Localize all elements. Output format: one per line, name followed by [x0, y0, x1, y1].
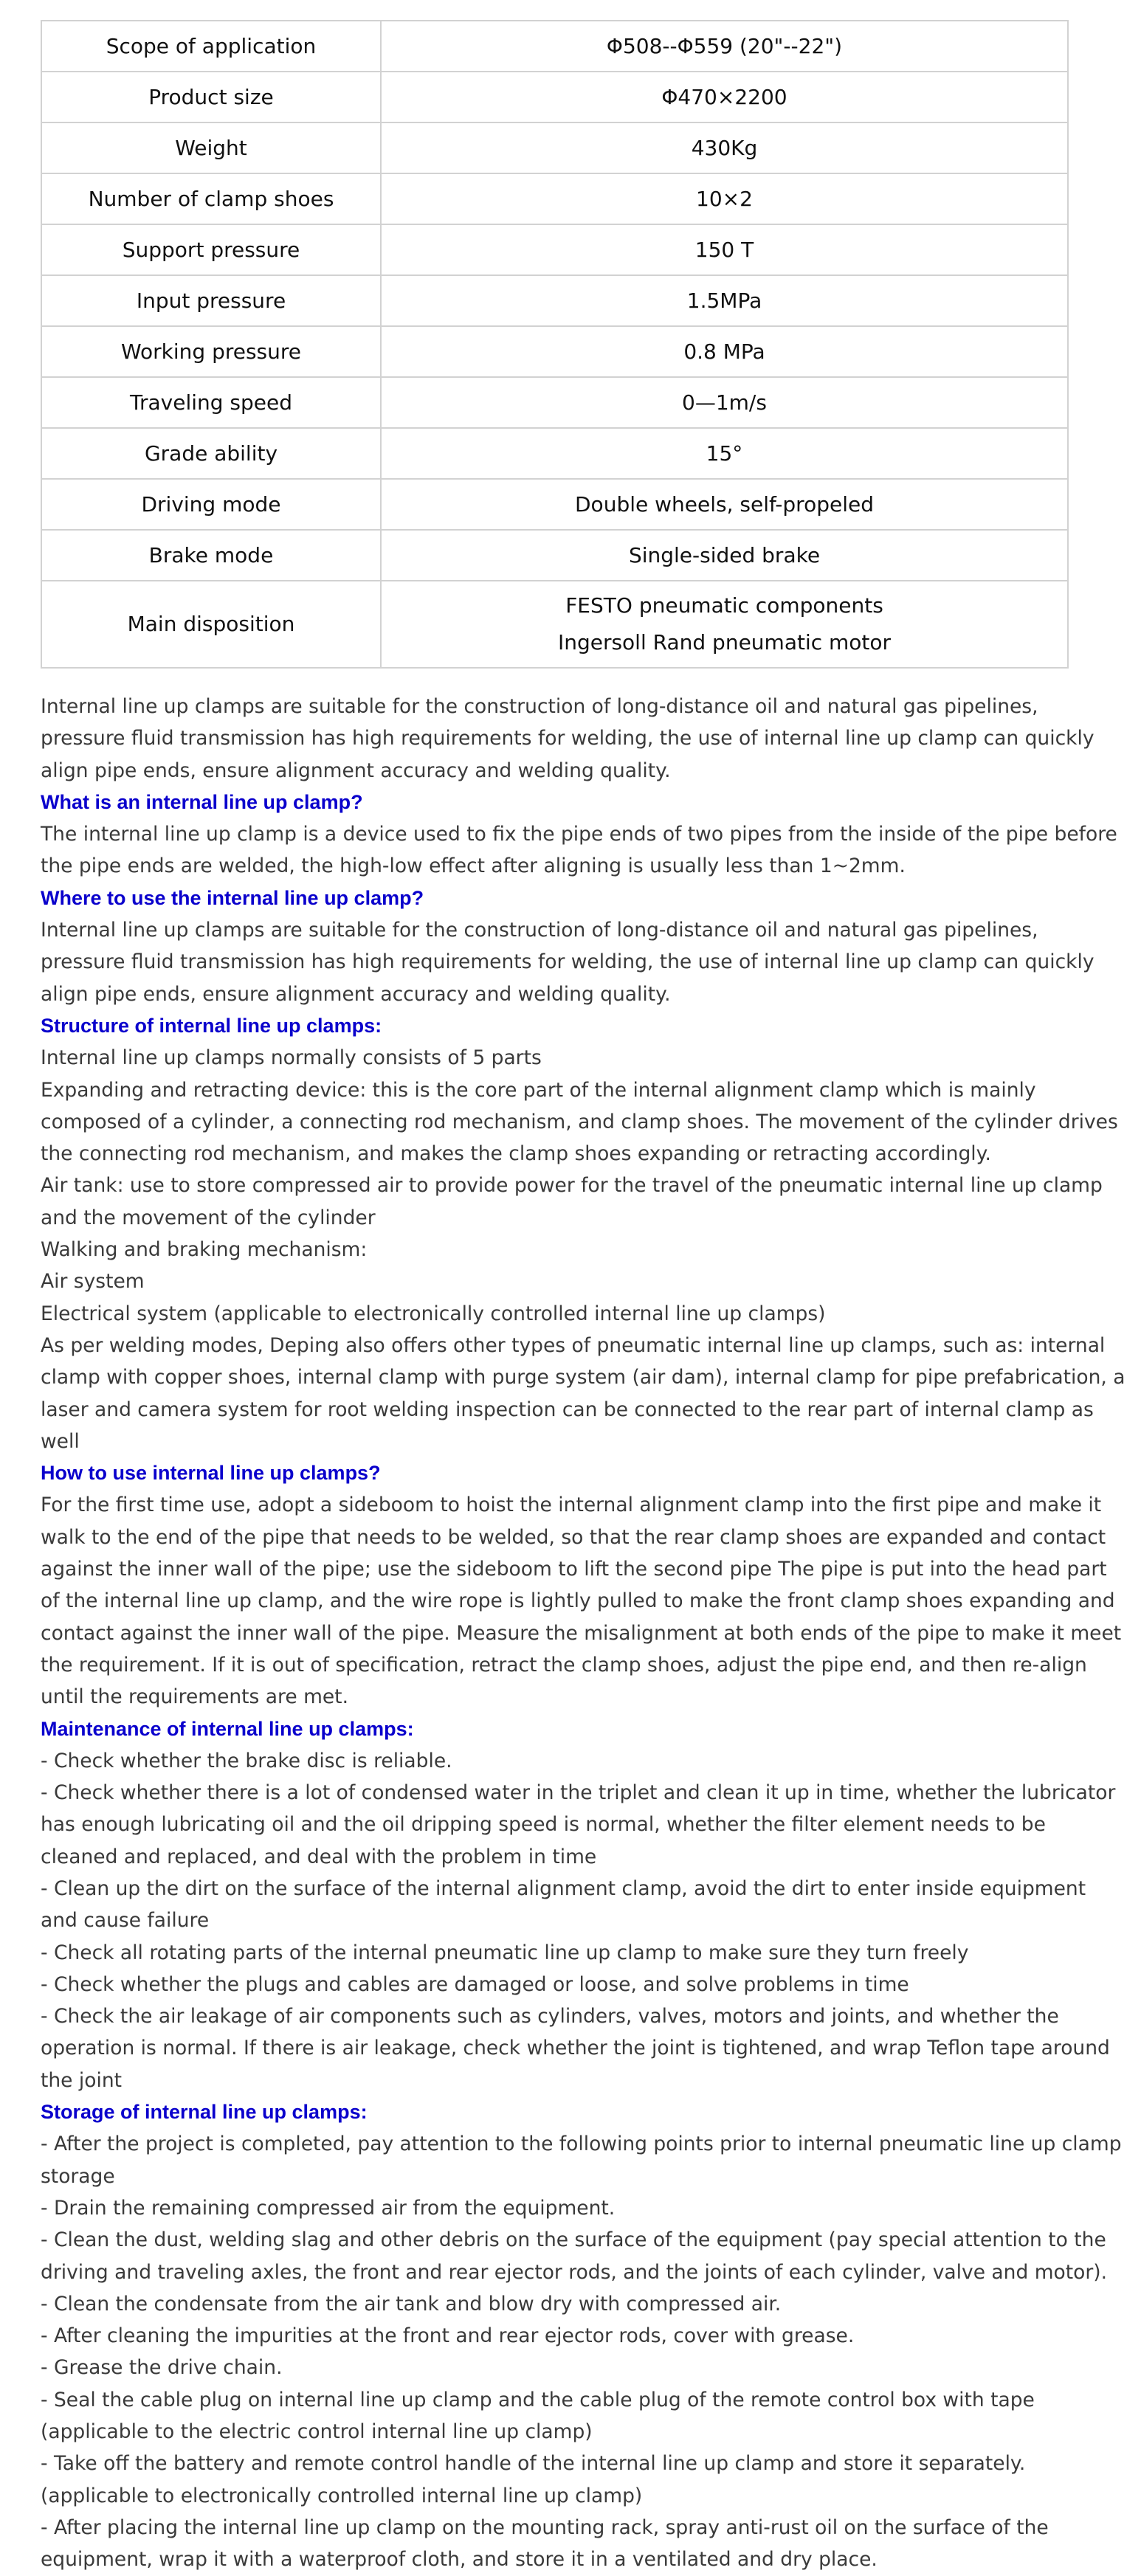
- spec-row: [41, 428, 1068, 479]
- article-body: [41, 691, 1126, 2576]
- structure-line: Expanding and retracting device: this is the core part of the internal alignment clamp which is mainly composed of a cylinder, a connecting rod mechanism, and clamp shoes. The movement of the cylinder drives the connecting rod mechanism, and makes the clamp shoes expanding or retracting accordingly.: [41, 1078, 1118, 1166]
- spec-value: 430Kg: [381, 122, 1068, 173]
- structure-line: Walking and braking mechanism:: [41, 1238, 368, 1262]
- spec-label: Scope of application: [41, 21, 381, 72]
- storage-line: - Seal the cable plug on internal line up clamp and the cable plug of the remote control box with tape (applicable to the electric control internal line up clamp): [41, 2388, 1035, 2444]
- storage-line: - After the project is completed, pay attention to the following points prior to internal pneumatic line up clamp storage: [41, 2133, 1122, 2188]
- spec-label: Working pressure: [41, 326, 381, 377]
- spec-label: Driving mode: [41, 479, 381, 530]
- spec-label: Product size: [41, 72, 381, 122]
- structure-line: As per welding modes, Deping also offers other types of pneumatic internal line up clamps, such as: internal clamp with copper shoes, internal clamp with purge system (air dam), internal clamp for pipe prefabrication, a laser and camera system for root welding inspection can be connected to the rear part of internal clamp as well: [41, 1333, 1126, 1453]
- spec-value: 0—1m/s: [381, 377, 1068, 428]
- storage-line: - Take off the battery and remote control handle of the internal line up clamp and store it separately. (applicable to electronically controlled internal line up clamp): [41, 2452, 1026, 2507]
- howto-heading: How to use internal line up clamps?: [41, 1462, 381, 1485]
- spec-label: Number of clamp shoes: [41, 173, 381, 224]
- spec-row: [41, 275, 1068, 326]
- storage-line: - After cleaning the impurities at the front and rear ejector rods, cover with grease.: [41, 2324, 855, 2348]
- spec-value: Φ470×2200: [381, 72, 1068, 122]
- storage-line: - Grease the drive chain.: [41, 2356, 283, 2380]
- maintenance-line: - Check all rotating parts of the internal pneumatic line up clamp to make sure they turn freely: [41, 1941, 969, 1964]
- what-heading: What is an internal line up clamp?: [41, 790, 363, 813]
- spec-value: 0.8 MPa: [381, 326, 1068, 377]
- structure-heading: Structure of internal line up clamps:: [41, 1014, 382, 1037]
- spec-row: [41, 377, 1068, 428]
- spec-value: Φ508--Φ559 (20"--22"): [381, 21, 1068, 72]
- structure-line: Air tank: use to store compressed air to provide power for the travel of the pneumatic internal line up clamp and the movement of the cylinder: [41, 1174, 1103, 1229]
- what-paragraph: The internal line up clamp is a device used to fix the pipe ends of two pipes from the inside of the pipe before the pipe ends are welded, the high-low effect after aligning is usually less than 1~2mm.: [41, 823, 1117, 878]
- spec-label: Traveling speed: [41, 377, 381, 428]
- spec-table: [41, 20, 1069, 669]
- spec-row: [41, 224, 1068, 275]
- spec-value-line: Ingersoll Rand pneumatic motor: [557, 630, 892, 655]
- spec-label: Main disposition: [41, 581, 381, 668]
- spec-row: [41, 72, 1068, 122]
- spec-label: Input pressure: [41, 275, 381, 326]
- spec-row: [41, 326, 1068, 377]
- spec-row: [41, 530, 1068, 581]
- structure-line: Air system: [41, 1270, 145, 1294]
- structure-line: Electrical system (applicable to electronically controlled internal line up clamps): [41, 1302, 826, 1325]
- storage-heading: Storage of internal line up clamps:: [41, 2101, 368, 2124]
- spec-row: [41, 122, 1068, 173]
- maintenance-line: - Check whether the brake disc is reliable.: [41, 1749, 452, 1772]
- intro-paragraph: Internal line up clamps are suitable for the construction of long-distance oil and natural gas pipelines, pressure fluid transmission has high requirements for welding, the use of internal line up clamp can quickly align pipe ends, ensure alignment accuracy and welding quality.: [41, 695, 1095, 782]
- storage-line: - Clean the condensate from the air tank and blow dry with compressed air.: [41, 2292, 782, 2316]
- spec-row: [41, 479, 1068, 530]
- spec-value: Double wheels, self-propeled: [381, 479, 1068, 530]
- maintenance-line: - Check whether there is a lot of condensed water in the triplet and clean it up in time, whether the lubricator has enough lubricating oil and the oil dripping speed is normal, whether the filter element needs to be cleaned and replaced, and deal with the problem in time: [41, 1781, 1116, 1868]
- spec-value: [381, 581, 1068, 668]
- spec-label: Weight: [41, 122, 381, 173]
- storage-line: - Clean the dust, welding slag and other debris on the surface of the equipment (pay special attention to the driving and traveling axles, the front and rear ejector rods, and the joints of each cylinder, valve and motor).: [41, 2228, 1108, 2284]
- spec-value: 1.5MPa: [381, 275, 1068, 326]
- structure-line: Internal line up clamps normally consists of 5 parts: [41, 1046, 542, 1070]
- spec-row: [41, 173, 1068, 224]
- spec-value: 150 T: [381, 224, 1068, 275]
- spec-value: 10×2: [381, 173, 1068, 224]
- spec-row: [41, 21, 1068, 72]
- maintenance-heading: Maintenance of internal line up clamps:: [41, 1717, 414, 1740]
- product-page: [41, 20, 1126, 2576]
- spec-row: [41, 581, 1068, 668]
- maintenance-line: - Check the air leakage of air components such as cylinders, valves, motors and joints, and whether the operation is normal. If there is air leakage, check whether the joint is tightened, and wrap Teflon tape around the joint: [41, 2005, 1110, 2092]
- storage-line: - Drain the remaining compressed air from the equipment.: [41, 2196, 616, 2220]
- spec-label: Brake mode: [41, 530, 381, 581]
- storage-line: - After placing the internal line up clamp on the mounting rack, spray anti-rust oil on the surface of the equipment, wrap it with a waterproof cloth, and store it in a ventilated and dry place.: [41, 2515, 1049, 2572]
- where-paragraph: Internal line up clamps are suitable for the construction of long-distance oil and natural gas pipelines, pressure fluid transmission has high requirements for welding, the use of internal line up clamp can quickly align pipe ends, ensure alignment accuracy and welding quality.: [41, 919, 1095, 1006]
- spec-label: Support pressure: [41, 224, 381, 275]
- spec-value-line: FESTO pneumatic components: [565, 593, 883, 618]
- maintenance-line: - Check whether the plugs and cables are damaged or loose, and solve problems in time: [41, 1972, 909, 1996]
- maintenance-line: - Clean up the dirt on the surface of the internal alignment clamp, avoid the dirt to enter inside equipment and cause failure: [41, 1876, 1086, 1933]
- where-heading: Where to use the internal line up clamp?: [41, 886, 424, 909]
- spec-label: Grade ability: [41, 428, 381, 479]
- spec-value: 15°: [381, 428, 1068, 479]
- spec-value: Single-sided brake: [381, 530, 1068, 581]
- howto-paragraph: For the first time use, adopt a sideboom to hoist the internal alignment clamp into the first pipe and make it walk to the end of the pipe that needs to be welded, so that the rear clamp shoes are expanded and contact against the inner wall of the pipe; use the sideboom to lift the second pipe The pipe is put into the head part of the internal line up clamp, and the wire rope is lightly pulled to make the front clamp shoes expanding and contact against the inner wall of the pipe. Measure the misalignment at both ends of the pipe to make it meet the requirement. If it is out of specification, retract the clamp shoes, adjust the pipe end, and then re-align until the requirements are met.: [41, 1494, 1122, 1709]
